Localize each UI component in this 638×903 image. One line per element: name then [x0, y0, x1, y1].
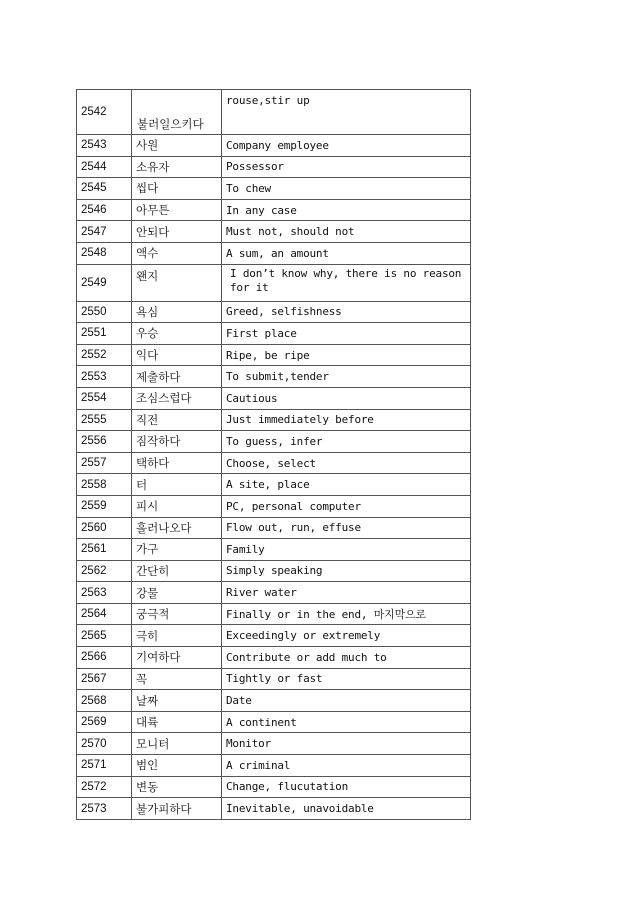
entry-number-cell: 2561: [77, 539, 132, 561]
english-meaning-cell: Just immediately before: [222, 409, 471, 431]
korean-word-cell: 직전: [132, 409, 222, 431]
korean-word-cell: 왠지: [132, 264, 222, 301]
korean-word-cell: 강물: [132, 582, 222, 604]
table-row: [77, 776, 471, 798]
english-meaning-cell: PC, personal computer: [222, 495, 471, 517]
english-meaning-cell: Contribute or add much to: [222, 647, 471, 669]
english-meaning-cell: Flow out, run, effuse: [222, 517, 471, 539]
entry-number-cell: 2565: [77, 625, 132, 647]
table-row: [77, 733, 471, 755]
entry-number-cell: 2545: [77, 178, 132, 200]
korean-word-cell: 터: [132, 474, 222, 496]
entry-number-cell: 2573: [77, 798, 132, 820]
table-row: [77, 668, 471, 690]
korean-word-cell: 짐작하다: [132, 431, 222, 453]
table-row: [77, 582, 471, 604]
english-meaning-cell: Ripe, be ripe: [222, 344, 471, 366]
table-row: [77, 798, 471, 820]
entry-number-cell: 2543: [77, 135, 132, 157]
korean-word-cell: 범인: [132, 755, 222, 777]
korean-word-cell: 액수: [132, 242, 222, 264]
english-meaning-cell: Must not, should not: [222, 221, 471, 243]
english-meaning-cell: Greed, selfishness: [222, 301, 471, 323]
entry-number-cell: 2552: [77, 344, 132, 366]
english-meaning-cell: A continent: [222, 711, 471, 733]
table-row: [77, 344, 471, 366]
korean-word-cell: 아무튼: [132, 199, 222, 221]
korean-word-cell: 극히: [132, 625, 222, 647]
table-row: [77, 690, 471, 712]
english-meaning-cell: A site, place: [222, 474, 471, 496]
korean-word-cell: 우승: [132, 323, 222, 345]
entry-number-cell: 2556: [77, 431, 132, 453]
entry-number-cell: 2571: [77, 755, 132, 777]
table-row: [77, 156, 471, 178]
entry-number-cell: 2550: [77, 301, 132, 323]
english-meaning-cell: To guess, infer: [222, 431, 471, 453]
entry-number-cell: 2566: [77, 647, 132, 669]
table-row: [77, 495, 471, 517]
table-row: [77, 560, 471, 582]
korean-word-cell: 소유자: [132, 156, 222, 178]
korean-word-cell: 조심스럽다: [132, 387, 222, 409]
korean-word-cell: 궁극적: [132, 603, 222, 625]
english-meaning-cell: A sum, an amount: [222, 242, 471, 264]
english-meaning-cell: To chew: [222, 178, 471, 200]
korean-word-cell: 사원: [132, 135, 222, 157]
english-meaning-cell: rouse,stir up: [222, 90, 471, 135]
entry-number-cell: 2549: [77, 264, 132, 301]
english-meaning-cell: First place: [222, 323, 471, 345]
korean-word-cell: 택하다: [132, 452, 222, 474]
korean-word-cell: 가구: [132, 539, 222, 561]
english-meaning-cell: Cautious: [222, 387, 471, 409]
entry-number-cell: 2555: [77, 409, 132, 431]
korean-word-cell: 익다: [132, 344, 222, 366]
table-row: [77, 603, 471, 625]
korean-word-cell: 대륙: [132, 711, 222, 733]
table-row: [77, 755, 471, 777]
table-row: [77, 366, 471, 388]
table-row: [77, 178, 471, 200]
korean-word-cell: 안되다: [132, 221, 222, 243]
table-row: [77, 199, 471, 221]
entry-number-cell: 2564: [77, 603, 132, 625]
korean-word-cell: 불러일으키다: [132, 90, 222, 135]
table-row: [77, 517, 471, 539]
table-row: [77, 539, 471, 561]
table-row: [77, 264, 471, 301]
korean-word-cell: 욕심: [132, 301, 222, 323]
korean-word-cell: 피시: [132, 495, 222, 517]
vocabulary-table: [76, 89, 471, 820]
english-meaning-cell: Date: [222, 690, 471, 712]
entry-number-cell: 2546: [77, 199, 132, 221]
table-row: [77, 711, 471, 733]
entry-number-cell: 2563: [77, 582, 132, 604]
table-row: [77, 387, 471, 409]
english-meaning-cell: Family: [222, 539, 471, 561]
table-row: [77, 135, 471, 157]
entry-number-cell: 2568: [77, 690, 132, 712]
table-row: [77, 647, 471, 669]
english-meaning-cell: Inevitable, unavoidable: [222, 798, 471, 820]
table-row: [77, 90, 471, 135]
english-meaning-cell: To submit,tender: [222, 366, 471, 388]
vocabulary-table-body: [77, 90, 471, 820]
entry-number-cell: 2548: [77, 242, 132, 264]
entry-number-cell: 2542: [77, 90, 132, 135]
entry-number-cell: 2570: [77, 733, 132, 755]
english-meaning-cell: A criminal: [222, 755, 471, 777]
korean-word-cell: 씹다: [132, 178, 222, 200]
entry-number-cell: 2559: [77, 495, 132, 517]
entry-number-cell: 2562: [77, 560, 132, 582]
english-meaning-cell: In any case: [222, 199, 471, 221]
english-meaning-cell: Tightly or fast: [222, 668, 471, 690]
korean-word-cell: 변동: [132, 776, 222, 798]
table-row: [77, 323, 471, 345]
entry-number-cell: 2569: [77, 711, 132, 733]
korean-word-cell: 제출하다: [132, 366, 222, 388]
english-meaning-cell: Possessor: [222, 156, 471, 178]
korean-word-cell: 모니터: [132, 733, 222, 755]
korean-word-cell: 날짜: [132, 690, 222, 712]
table-row: [77, 431, 471, 453]
korean-word-cell: 흘러나오다: [132, 517, 222, 539]
korean-word-cell: 꼭: [132, 668, 222, 690]
entry-number-cell: 2572: [77, 776, 132, 798]
table-row: [77, 452, 471, 474]
korean-word-cell: 불가피하다: [132, 798, 222, 820]
entry-number-cell: 2558: [77, 474, 132, 496]
english-meaning-cell: Simply speaking: [222, 560, 471, 582]
table-row: [77, 301, 471, 323]
english-meaning-cell: Company employee: [222, 135, 471, 157]
entry-number-cell: 2551: [77, 323, 132, 345]
entry-number-cell: 2544: [77, 156, 132, 178]
table-row: [77, 242, 471, 264]
english-meaning-cell: Monitor: [222, 733, 471, 755]
table-row: [77, 625, 471, 647]
entry-number-cell: 2557: [77, 452, 132, 474]
english-meaning-cell: I don’t know why, there is no reason for it: [222, 264, 471, 301]
entry-number-cell: 2554: [77, 387, 132, 409]
table-row: [77, 409, 471, 431]
entry-number-cell: 2547: [77, 221, 132, 243]
table-row: [77, 221, 471, 243]
english-meaning-cell: Finally or in the end, 마지막으로: [222, 603, 471, 625]
english-meaning-cell: River water: [222, 582, 471, 604]
korean-word-cell: 간단히: [132, 560, 222, 582]
english-meaning-cell: Choose, select: [222, 452, 471, 474]
entry-number-cell: 2567: [77, 668, 132, 690]
table-row: [77, 474, 471, 496]
english-meaning-cell: Change, flucutation: [222, 776, 471, 798]
korean-word-cell: 기여하다: [132, 647, 222, 669]
entry-number-cell: 2560: [77, 517, 132, 539]
entry-number-cell: 2553: [77, 366, 132, 388]
english-meaning-cell: Exceedingly or extremely: [222, 625, 471, 647]
